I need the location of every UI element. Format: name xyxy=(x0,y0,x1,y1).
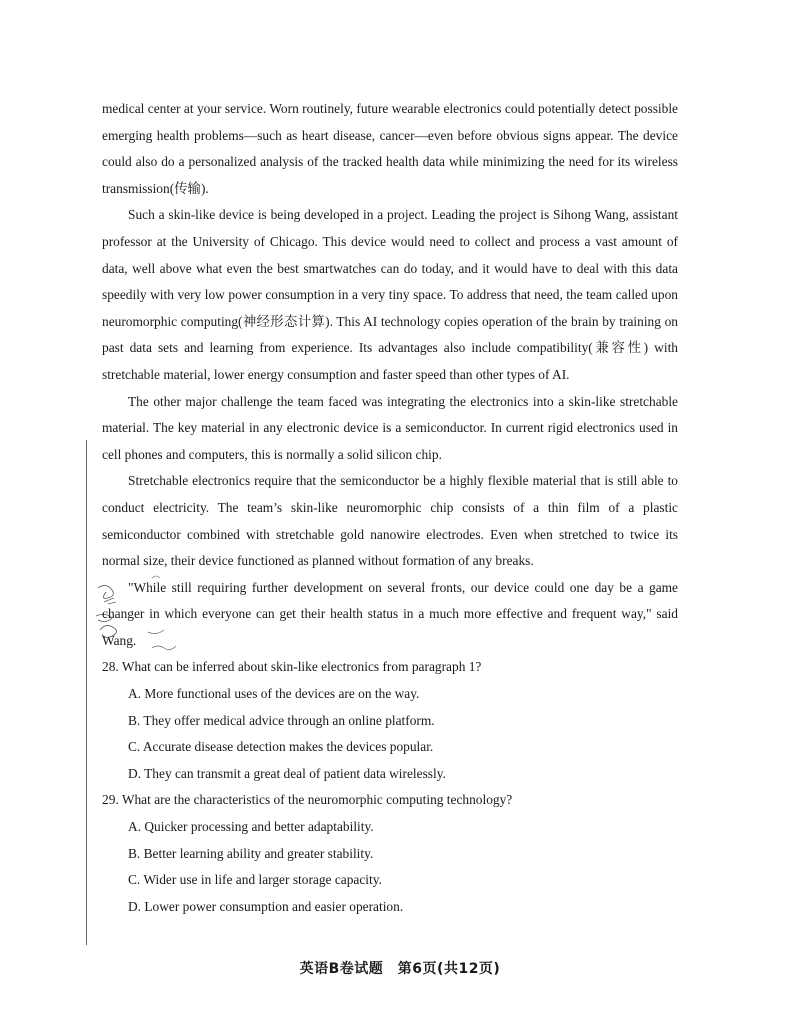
question-stem: 28. What can be inferred about skin-like electronics from paragraph 1? xyxy=(102,659,482,675)
option-a: A. More functional uses of the devices are on the way. xyxy=(128,686,420,702)
page-footer: 英语B卷试题 第6页(共12页) xyxy=(299,961,501,977)
option-d: D. Lower power consumption and easier operation. xyxy=(128,898,404,914)
option-a: A. Quicker processing and better adaptability. xyxy=(128,819,374,835)
passage-paragraph-5: "While still requiring further development on several fronts, our device could one day be a game changer in which everyone can get their health status in a much more effective and frequent way," said Wang. xyxy=(102,579,678,648)
passage-and-questions xyxy=(102,96,678,920)
option-c: C. Wider use in life and larger storage capacity. xyxy=(128,872,382,888)
question-28 xyxy=(102,654,678,787)
option-b: B. They offer medical advice through an online platform. xyxy=(128,712,435,728)
question-stem: 29. What are the characteristics of the neuromorphic computing technology? xyxy=(102,792,513,808)
option-c: C. Accurate disease detection makes the devices popular. xyxy=(128,739,434,755)
option-d: D. They can transmit a great deal of patient data wirelessly. xyxy=(128,765,446,781)
margin-line xyxy=(86,440,87,945)
passage-paragraph-3: The other major challenge the team faced was integrating the electronics into a skin-like stretchable material. The key material in any electronic device is a semiconductor. In current rigid electronics used in cell phones and computers, this is normally a solid silicon chip. xyxy=(102,393,678,462)
passage-paragraph-1: medical center at your service. Worn routinely, future wearable electronics could potentially detect possible emerging health problems—such as heart disease, cancer—even before obvious signs appear. The device could also do a personalized analysis of the tracked health data while minimizing the need for its wireless transmission(传输). xyxy=(102,101,678,196)
option-b: B. Better learning ability and greater stability. xyxy=(128,845,374,861)
passage-paragraph-4: Stretchable electronics require that the semiconductor be a highly flexible material that is still able to conduct electricity. The team’s skin-like neuromorphic chip consists of a thin film of a plastic semiconductor combined with stretchable gold nanowire electrodes. Even when stretched to twice its normal size, their device functioned as planned without formation of any breaks. xyxy=(102,473,678,569)
passage-paragraph-2: Such a skin-like device is being developed in a project. Leading the project is Sihong Wang, assistant professor at the University of Chicago. This device would need to collect and process a vast amount of data, well above what even the best smartwatches can do today, and it would have to deal with this data speedily with very low power consumption in a very tiny space. To address that need, the team called upon neuromorphic computing(神经形态计算). This AI technology copies operation of the brain by training on past data sets and learning from experience. Its advantages also include compatibility(兼容性) with stretchable material, lower energy consumption and faster speed than other types of AI. xyxy=(102,207,678,382)
question-29 xyxy=(102,787,678,920)
